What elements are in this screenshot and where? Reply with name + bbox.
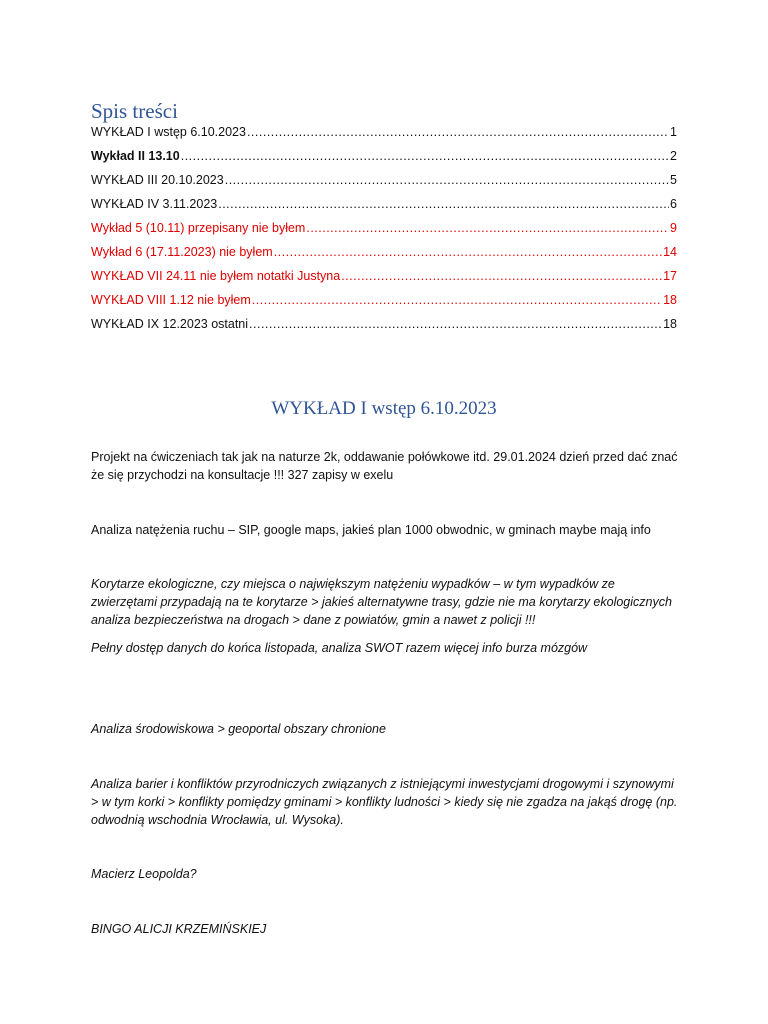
toc-page-number: 5: [670, 173, 677, 187]
toc-leader-dots: [306, 220, 669, 236]
toc-entry-text[interactable]: WYKŁAD IX 12.2023 ostatni: [91, 317, 249, 331]
toc-leader-dots: [274, 244, 662, 260]
toc-entry[interactable]: [91, 268, 677, 292]
toc-entry-text[interactable]: WYKŁAD I wstęp 6.10.2023: [91, 125, 246, 139]
toc-page-number: 17: [663, 269, 677, 283]
toc-page-number: 14: [663, 245, 677, 259]
toc-entry-text[interactable]: Wykład 5 (10.11) przepisany nie byłem: [91, 221, 306, 235]
toc-entry[interactable]: [91, 220, 677, 244]
toc-title: Spis treści: [91, 99, 178, 123]
toc-page-number: 6: [670, 197, 677, 211]
paragraph: Korytarze ekologiczne, czy miejsca o największym natężeniu wypadków – w tym wypadków ze zwierzętami przypadają na te korytarze > jakieś alternatywne trasy, gdzie nie ma korytarzy ekologicznych analiza bezpieczeństwa na drogach > dane z powiatów, gmin a nawet z policji !!!: [91, 577, 672, 627]
paragraph: Macierz Leopolda?: [91, 867, 197, 881]
toc-page-number: 9: [670, 221, 677, 235]
toc-leader-dots: [249, 316, 662, 332]
toc-entry-text[interactable]: WYKŁAD VII 24.11 nie byłem notatki Justyna: [91, 269, 341, 283]
toc-leader-dots: [247, 124, 669, 140]
toc-page-number: 18: [663, 293, 677, 307]
paragraph: BINGO ALICJI KRZEMIŃSKIEJ: [91, 922, 267, 936]
toc-page-number: 2: [670, 149, 677, 163]
toc-entry-text[interactable]: WYKŁAD IV 3.11.2023: [91, 197, 218, 211]
paragraph: Analiza środowiskowa > geoportal obszary chronione: [91, 722, 386, 736]
paragraph: Pełny dostęp danych do końca listopada, analiza SWOT razem więcej info burza mózgów: [91, 641, 588, 655]
toc-entry[interactable]: [91, 124, 677, 148]
toc-entry[interactable]: [91, 148, 677, 172]
toc-entry-text[interactable]: WYKŁAD VIII 1.12 nie byłem: [91, 293, 251, 307]
section-heading: WYKŁAD I wstęp 6.10.2023: [271, 398, 497, 419]
paragraph: Analiza natężenia ruchu – SIP, google maps, jakieś plan 1000 obwodnic, w gminach maybe mają info: [91, 523, 651, 537]
toc-entry[interactable]: [91, 292, 677, 316]
toc-page-number: 18: [663, 317, 677, 331]
toc-leader-dots: [218, 196, 669, 212]
toc-leader-dots: [252, 292, 662, 308]
toc-entry-text[interactable]: Wykład II 13.10: [91, 149, 180, 163]
toc-leader-dots: [181, 148, 669, 164]
toc-leader-dots: [225, 172, 669, 188]
toc-entry[interactable]: [91, 244, 677, 268]
toc-entry[interactable]: [91, 172, 677, 196]
paragraph: Analiza barier i konfliktów przyrodniczych związanych z istniejącymi inwestycjami drogowymi i szynowymi > w tym korki > konflikty pomiędzy gminami > konflikty ludności > kiedy się nie zgadza na jakąś drogę (np. odwodnią wschodnia Wrocławia, ul. Wysoka).: [91, 777, 678, 827]
paragraph: Projekt na ćwiczeniach tak jak na naturze 2k, oddawanie połówkowe itd. 29.01.2024 dzień przed dać znać że się przychodzi na konsultacje !!! 327 zapisy w exelu: [91, 450, 678, 482]
toc-page-number: 1: [670, 125, 677, 139]
toc-entry-text[interactable]: Wykład 6 (17.11.2023) nie byłem: [91, 245, 273, 259]
table-of-contents: [91, 124, 677, 340]
toc-entry[interactable]: [91, 316, 677, 340]
toc-entry[interactable]: [91, 196, 677, 220]
toc-entry-text[interactable]: WYKŁAD III 20.10.2023: [91, 173, 224, 187]
toc-leader-dots: [341, 268, 662, 284]
